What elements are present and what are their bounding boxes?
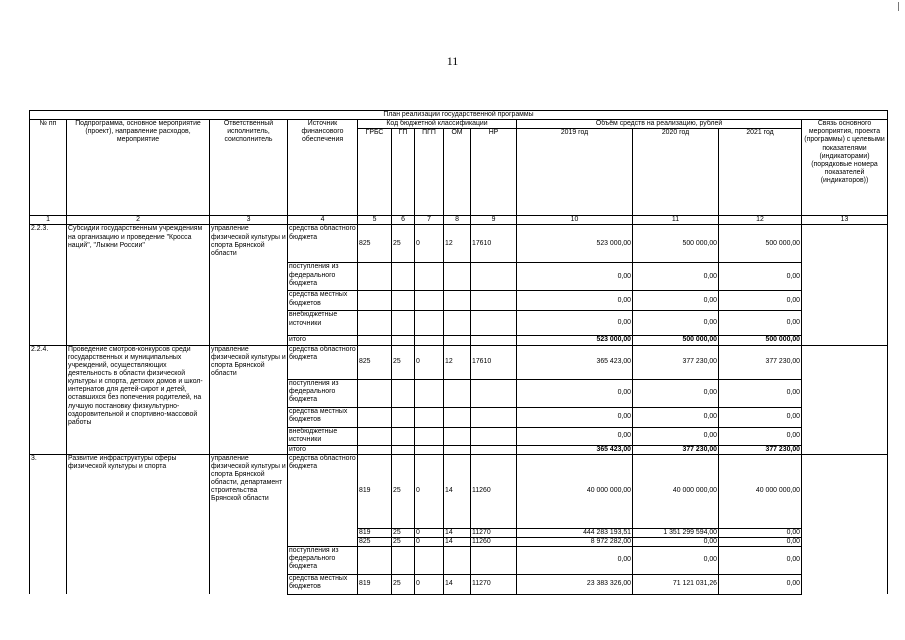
amount-2019: 523 000,00	[517, 225, 633, 263]
col-number: 1	[30, 216, 67, 225]
amount-2019: 0,00	[517, 427, 633, 445]
grbs-cell: 819	[358, 528, 392, 537]
col-number: 4	[288, 216, 358, 225]
om-cell	[444, 407, 471, 427]
np-cell: 17610	[471, 225, 517, 263]
header-2019: 2019 год	[517, 129, 633, 216]
pgp-cell	[415, 427, 444, 445]
amount-2020: 0,00	[633, 263, 719, 291]
funding-source: средства областного бюджета	[288, 454, 358, 546]
amount-2019: 0,00	[517, 263, 633, 291]
col-number: 11	[633, 216, 719, 225]
amount-2020: 377 230,00	[633, 345, 719, 379]
responsible-executor: управление физической культуры и спорта Брянской области	[210, 345, 288, 454]
funding-source: поступления из федерального бюджета	[288, 379, 358, 407]
grbs-cell	[358, 311, 392, 336]
header-gp: ГП	[392, 129, 415, 216]
funding-source: средства местных бюджетов	[288, 291, 358, 311]
np-cell: 11270	[471, 574, 517, 594]
program-plan-table	[29, 110, 888, 595]
amount-2019: 40 000 000,00	[517, 454, 633, 528]
amount-2020: 0,00	[633, 311, 719, 336]
row-number: 2.2.4.	[30, 345, 67, 454]
amount-2019: 0,00	[517, 311, 633, 336]
header-pgp: ПГП	[415, 129, 444, 216]
pgp-cell: 0	[415, 537, 444, 546]
header-responsible: Ответственный исполнитель, соисполнитель	[210, 120, 288, 216]
funding-source: средства местных бюджетов	[288, 407, 358, 427]
pgp-cell	[415, 311, 444, 336]
np-cell: 11260	[471, 454, 517, 528]
amount-2019: 444 283 193,51	[517, 528, 633, 537]
amount-2020: 0,00	[633, 546, 719, 574]
np-cell	[471, 291, 517, 311]
amount-2021: 0,00	[719, 528, 802, 537]
grbs-cell	[358, 379, 392, 407]
np-cell	[471, 379, 517, 407]
grbs-cell: 825	[358, 345, 392, 379]
grbs-cell	[358, 427, 392, 445]
header-2020: 2020 год	[633, 129, 719, 216]
grbs-cell: 825	[358, 225, 392, 263]
col-number: 2	[67, 216, 210, 225]
header-kbk-group: Код бюджетной классификации	[358, 120, 517, 129]
np-cell: 17610	[471, 345, 517, 379]
pgp-cell	[415, 379, 444, 407]
amount-2019: 0,00	[517, 379, 633, 407]
col-number: 7	[415, 216, 444, 225]
amount-2020: 0,00	[633, 407, 719, 427]
pgp-cell: 0	[415, 345, 444, 379]
om-cell: 12	[444, 345, 471, 379]
total-2020: 377 230,00	[633, 445, 719, 454]
pgp-cell: 0	[415, 225, 444, 263]
funding-source: средства областного бюджета	[288, 225, 358, 263]
header-subprogram: Подпрограмма, основное мероприятие (проект), направление расходов, мероприятие	[67, 120, 210, 216]
pgp-cell	[415, 407, 444, 427]
funding-source: средства областного бюджета	[288, 345, 358, 379]
funding-source: внебюджетные источники	[288, 427, 358, 445]
amount-2020: 40 000 000,00	[633, 454, 719, 528]
grbs-cell	[358, 407, 392, 427]
amount-2020: 0,00	[633, 379, 719, 407]
pgp-cell: 0	[415, 528, 444, 537]
gp-cell: 25	[392, 454, 415, 528]
activity-name: Субсидии государственным учреждениям на организацию и проведение "Кросса наций", "Лыжни России"	[67, 225, 210, 345]
activity-name: Проведение смотров-конкурсов среди государственных и муниципальных учреждений, осуществляющих деятельность в области физической культуры и спорта, детских домов и школ-интернатов для детей-сирот и детей, оставшихся без попечения родителей, на лучшую постановку физкультурно-оздоровительной и спортивно-массовой работы	[67, 345, 210, 454]
header-volume-group: Объём средств на реализацию, рублей	[517, 120, 802, 129]
gp-cell	[392, 407, 415, 427]
gp-cell	[392, 427, 415, 445]
total-2021: 377 230,00	[719, 445, 802, 454]
om-cell	[444, 291, 471, 311]
col-number: 12	[719, 216, 802, 225]
amount-2020: 500 000,00	[633, 225, 719, 263]
amount-2020: 0,00	[633, 537, 719, 546]
grbs-cell	[358, 291, 392, 311]
om-cell: 14	[444, 454, 471, 528]
gp-cell: 25	[392, 528, 415, 537]
om-cell: 14	[444, 528, 471, 537]
amount-2019: 0,00	[517, 546, 633, 574]
total-label: итого	[288, 336, 358, 345]
col-number: 10	[517, 216, 633, 225]
np-cell	[471, 427, 517, 445]
gp-cell: 25	[392, 225, 415, 263]
np-cell	[471, 263, 517, 291]
grbs-cell	[358, 546, 392, 574]
total-2020: 500 000,00	[633, 336, 719, 345]
indicator-link	[802, 454, 888, 594]
amount-2021: 0,00	[719, 537, 802, 546]
gp-cell: 25	[392, 345, 415, 379]
pgp-cell: 0	[415, 454, 444, 528]
amount-2021: 40 000 000,00	[719, 454, 802, 528]
om-cell	[444, 379, 471, 407]
funding-source: средства местных бюджетов	[288, 574, 358, 594]
pgp-cell	[415, 546, 444, 574]
np-cell: 11270	[471, 528, 517, 537]
header-om: ОМ	[444, 129, 471, 216]
amount-2019: 0,00	[517, 407, 633, 427]
grbs-cell	[358, 263, 392, 291]
gp-cell	[392, 546, 415, 574]
om-cell: 12	[444, 225, 471, 263]
col-number: 3	[210, 216, 288, 225]
amount-2019: 8 972 282,00	[517, 537, 633, 546]
total-label: итого	[288, 445, 358, 454]
header-np: НР	[471, 129, 517, 216]
amount-2019: 0,00	[517, 291, 633, 311]
total-2019: 523 000,00	[517, 336, 633, 345]
om-cell	[444, 427, 471, 445]
np-cell	[471, 407, 517, 427]
table-title: План реализации государственной программы	[30, 111, 888, 120]
row-number: 3.	[30, 454, 67, 594]
pgp-cell	[415, 263, 444, 291]
amount-2019: 23 383 326,00	[517, 574, 633, 594]
om-cell: 14	[444, 574, 471, 594]
indicator-link	[802, 225, 888, 345]
amount-2021: 0,00	[719, 263, 802, 291]
amount-2020: 0,00	[633, 427, 719, 445]
gp-cell	[392, 311, 415, 336]
amount-2021: 0,00	[719, 407, 802, 427]
table-row	[30, 225, 888, 263]
om-cell	[444, 263, 471, 291]
gp-cell	[392, 379, 415, 407]
gp-cell	[392, 263, 415, 291]
om-cell: 14	[444, 537, 471, 546]
table-row	[30, 454, 888, 528]
amount-2020: 0,00	[633, 291, 719, 311]
col-number: 13	[802, 216, 888, 225]
page-number: 11	[446, 54, 459, 68]
total-2021: 500 000,00	[719, 336, 802, 345]
pgp-cell	[415, 291, 444, 311]
om-cell	[444, 546, 471, 574]
amount-2021: 0,00	[719, 546, 802, 574]
gp-cell: 25	[392, 574, 415, 594]
col-number: 6	[392, 216, 415, 225]
funding-source: внебюджетные источники	[288, 311, 358, 336]
amount-2020: 71 121 031,26	[633, 574, 719, 594]
indicator-link	[802, 345, 888, 454]
header-link: Связь основного мероприятия, проекта (программы) с целевыми показателями (индикаторами) (порядковые номера показателей (индикаторов))	[802, 120, 888, 216]
header-2021: 2021 год	[719, 129, 802, 216]
gp-cell	[392, 291, 415, 311]
np-cell	[471, 311, 517, 336]
grbs-cell: 825	[358, 537, 392, 546]
funding-source: поступления из федерального бюджета	[288, 546, 358, 574]
pgp-cell: 0	[415, 574, 444, 594]
header-source: Источник финансового обеспечения	[288, 120, 358, 216]
column-number-row	[30, 216, 888, 225]
col-number: 9	[471, 216, 517, 225]
col-number: 8	[444, 216, 471, 225]
amount-2021: 0,00	[719, 311, 802, 336]
om-cell	[444, 311, 471, 336]
table-row	[30, 345, 888, 379]
col-number: 5	[358, 216, 392, 225]
amount-2021: 0,00	[719, 427, 802, 445]
header-num: № пп	[30, 120, 67, 216]
amount-2021: 0,00	[719, 574, 802, 594]
amount-2019: 365 423,00	[517, 345, 633, 379]
np-cell: 11260	[471, 537, 517, 546]
responsible-executor: управление физической культуры и спорта Брянской области	[210, 225, 288, 345]
amount-2020: 1 351 299 594,00	[633, 528, 719, 537]
funding-source: поступления из федерального бюджета	[288, 263, 358, 291]
np-cell	[471, 546, 517, 574]
row-number: 2.2.3.	[30, 225, 67, 345]
amount-2021: 500 000,00	[719, 225, 802, 263]
grbs-cell: 819	[358, 454, 392, 528]
header-grbs: ГРБС	[358, 129, 392, 216]
total-2019: 365 423,00	[517, 445, 633, 454]
amount-2021: 377 230,00	[719, 345, 802, 379]
gp-cell: 25	[392, 537, 415, 546]
amount-2021: 0,00	[719, 291, 802, 311]
grbs-cell: 819	[358, 574, 392, 594]
responsible-executor: управление физической культуры и спорта Брянской области, департамент строительства Брянской области	[210, 454, 288, 594]
activity-name: Развитие инфраструктуры сферы физической культуры и спорта	[67, 454, 210, 594]
amount-2021: 0,00	[719, 379, 802, 407]
scan-edge-mark	[898, 2, 899, 11]
